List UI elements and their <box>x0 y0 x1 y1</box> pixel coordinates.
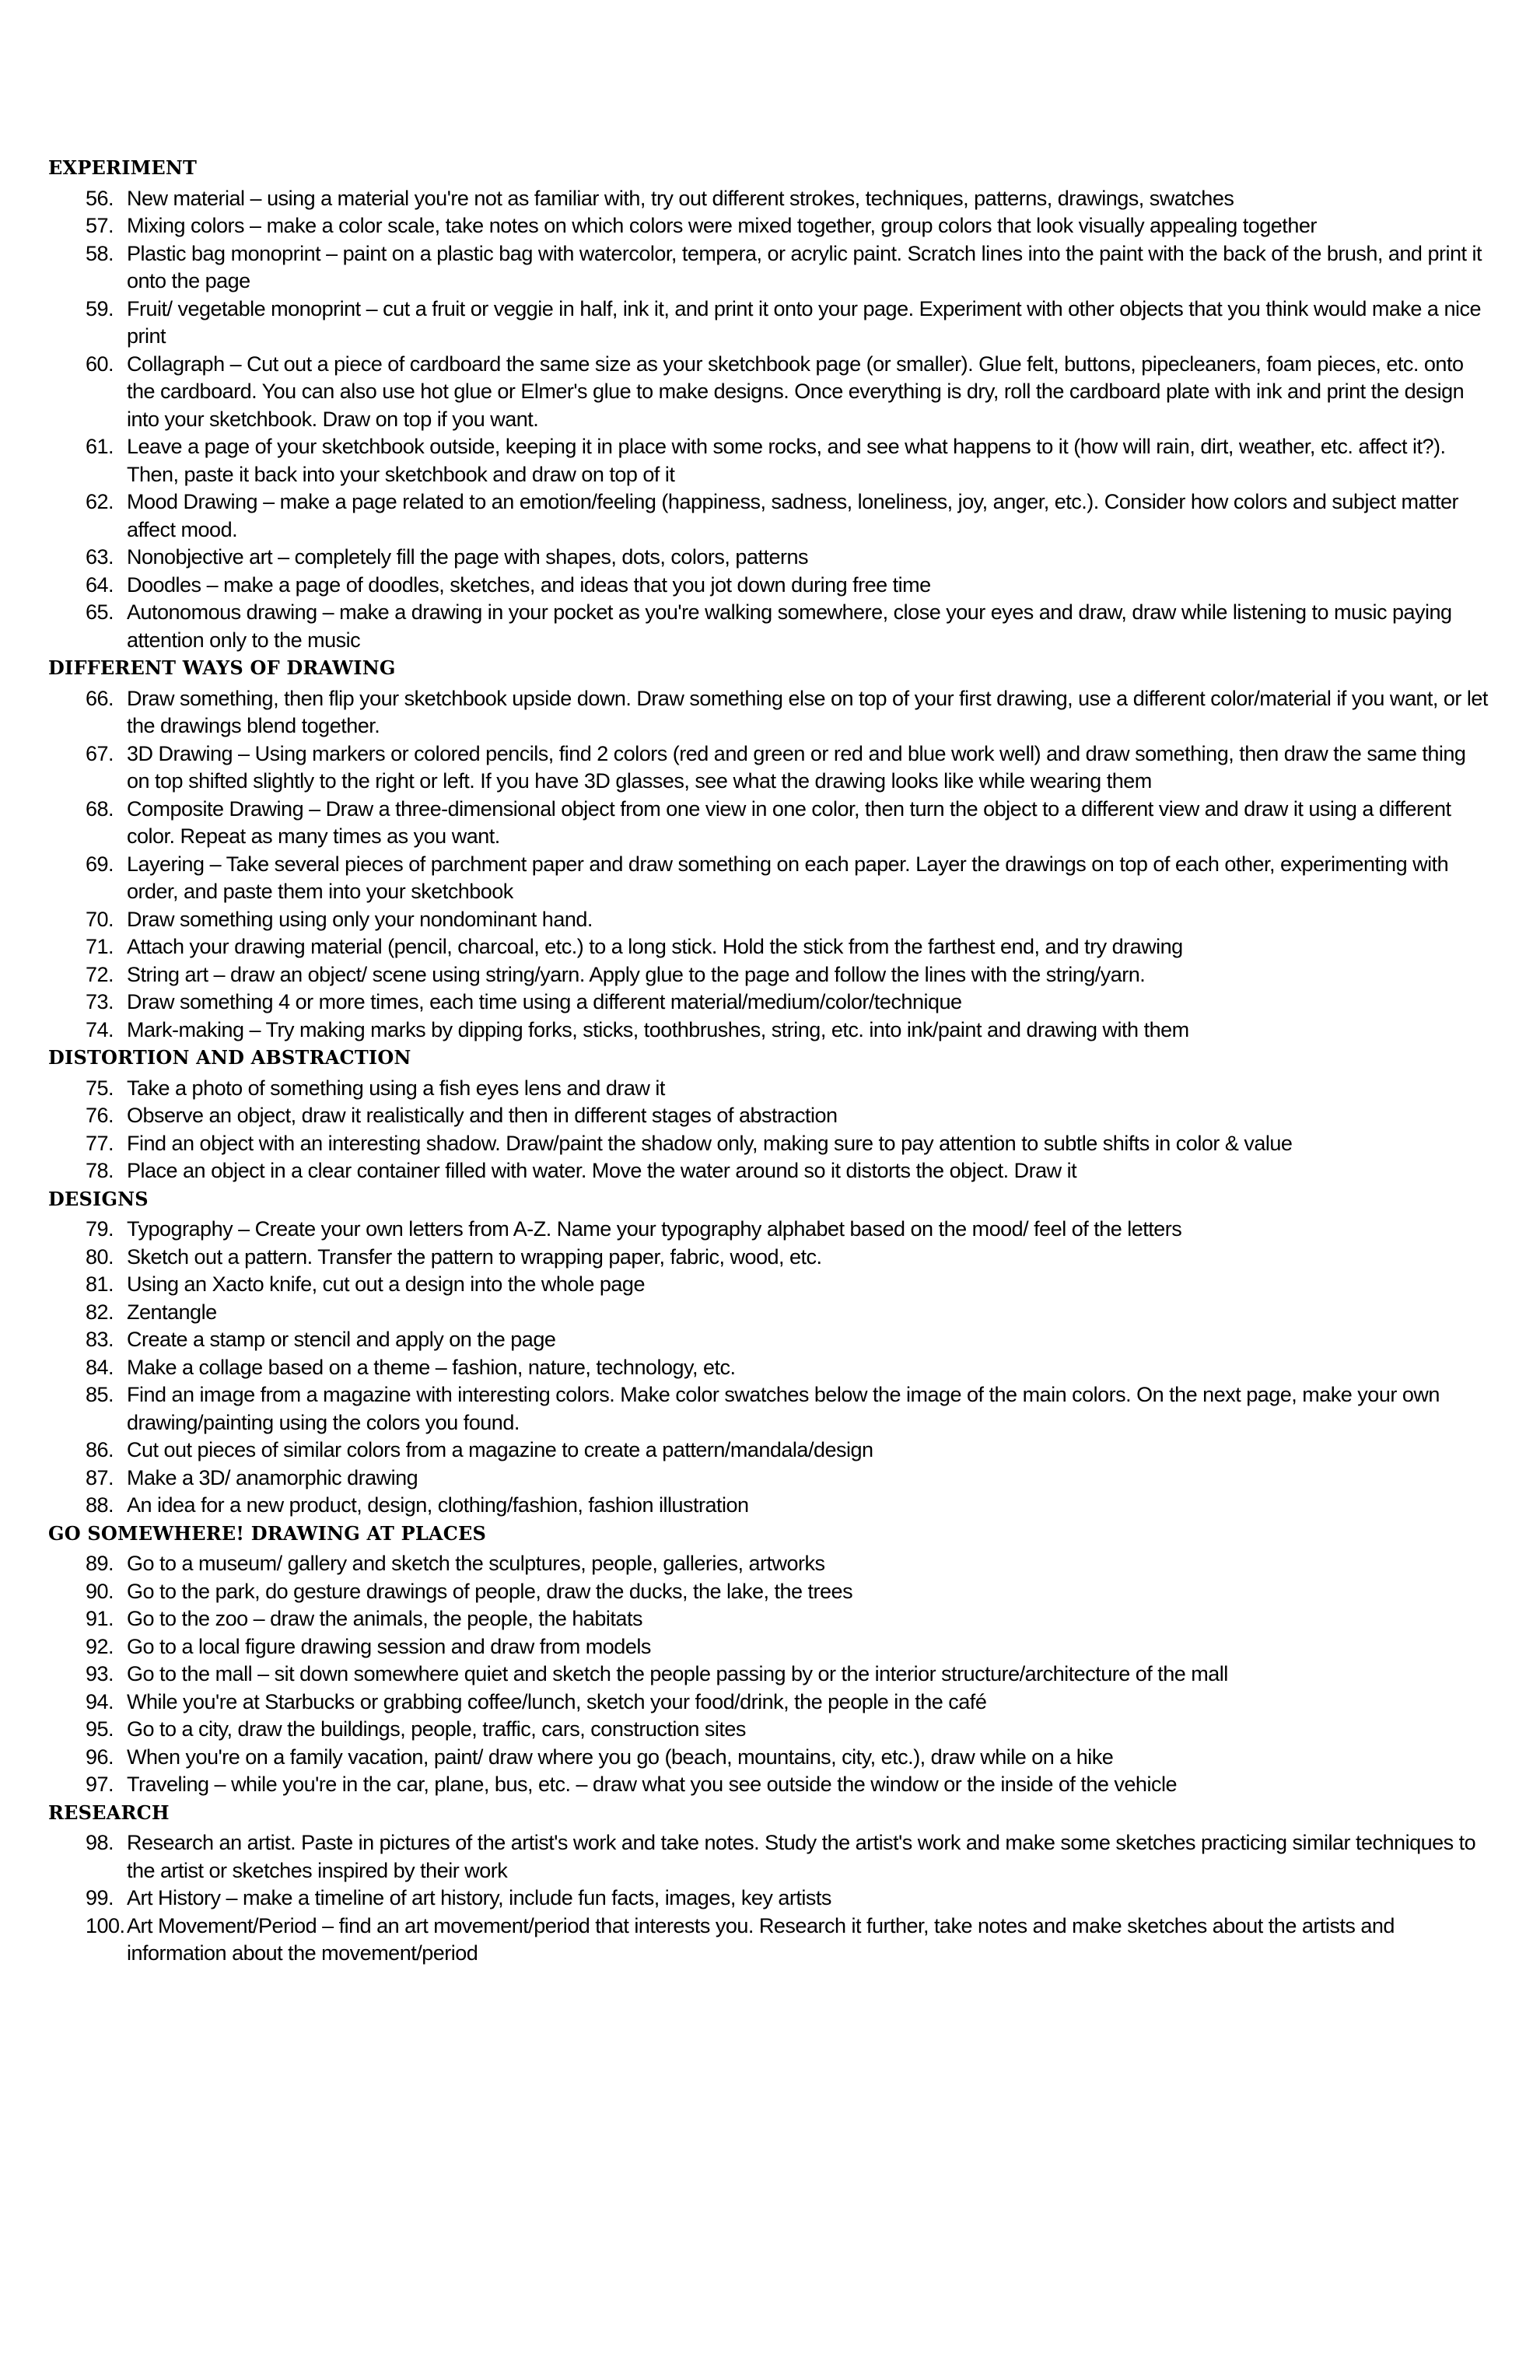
list-item <box>48 1633 1493 1661</box>
list-item <box>48 1326 1493 1354</box>
item-number: 62. <box>86 490 114 513</box>
item-number: 60. <box>86 352 114 376</box>
list-item <box>48 1465 1493 1493</box>
list-item <box>48 1578 1493 1606</box>
item-text: Using an Xacto knife, cut out a design into the whole page <box>127 1272 645 1296</box>
list-item <box>48 1017 1493 1045</box>
list-item <box>48 1771 1493 1799</box>
list-item <box>48 1829 1493 1885</box>
item-number: 83. <box>86 1328 114 1351</box>
list-item <box>48 1716 1493 1744</box>
list-item <box>48 796 1493 851</box>
item-number: 74. <box>86 1017 114 1041</box>
item-number: 72. <box>86 962 114 986</box>
list-item <box>48 1689 1493 1717</box>
list-item <box>48 185 1493 213</box>
list-item <box>48 851 1493 906</box>
item-number: 59. <box>86 296 114 320</box>
item-number: 96. <box>86 1745 114 1769</box>
item-text: New material – using a material you're not as familiar with, try out different strokes, techniques, patterns, drawings, swatches <box>127 186 1234 210</box>
item-text: Mark-making – Try making marks by dipping forks, sticks, toothbrushes, string, etc. into ink/paint and drawing with them <box>127 1017 1189 1041</box>
item-text: Find an object with an interesting shadow. Draw/paint the shadow only, making sure to pay attention to subtle shifts in color & value <box>127 1131 1293 1155</box>
item-text: Collagraph – Cut out a piece of cardboard the same size as your sketchbook page (or smaller). Glue felt, buttons, pipecleaners, foam pieces, etc. onto the cardboard. You can also use hot glue or Elmer's glue to make designs. Once everything is dry, roll the cardboard plate with ink and print the design into your sketchbook. Draw on top if you want. <box>127 352 1465 431</box>
item-number: 71. <box>86 935 114 958</box>
list-item <box>48 1075 1493 1103</box>
item-number: 95. <box>86 1717 114 1741</box>
item-number: 84. <box>86 1355 114 1379</box>
list-item <box>48 961 1493 989</box>
list-item <box>48 433 1493 488</box>
item-number: 80. <box>86 1244 114 1269</box>
item-text: Go to the mall – sit down somewhere quiet and sketch the people passing by or the interior structure/architecture of the mall <box>127 1662 1228 1685</box>
item-number: 65. <box>86 600 114 624</box>
list-item <box>48 1492 1493 1520</box>
list-item <box>48 488 1493 544</box>
list-item <box>48 1744 1493 1772</box>
item-text: Take a photo of something using a fish eyes lens and draw it <box>127 1076 665 1100</box>
item-text: Go to a local figure drawing session and draw from models <box>127 1634 651 1658</box>
list-item <box>48 240 1493 296</box>
section-heading: GO SOMEWHERE! DRAWING AT PLACES <box>48 1521 487 1545</box>
list-item <box>48 1244 1493 1272</box>
list-item <box>48 599 1493 654</box>
item-number: 88. <box>86 1493 114 1517</box>
section-heading: DIFFERENT WAYS OF DRAWING <box>48 656 396 679</box>
list-item <box>48 1661 1493 1689</box>
item-text: Mood Drawing – make a page related to an emotion/feeling (happiness, sadness, loneliness, joy, anger, etc.). Consider how colors and subject matter affect mood. <box>127 490 1458 541</box>
item-text: 3D Drawing – Using markers or colored pencils, find 2 colors (red and green or red and blue work well) and draw something, then draw the same thing on top shifted slightly to the right or left. If you have 3D glasses, see what the drawing looks like while wearing them <box>127 741 1466 793</box>
item-text: Art Movement/Period – find an art movement/period that interests you. Research it further, take notes and make sketches about the artists and information about the movement/period <box>127 1913 1395 1965</box>
list-item <box>48 212 1493 240</box>
item-text: Place an object in a clear container filled with water. Move the water around so it distorts the object. Draw it <box>127 1159 1077 1182</box>
item-number: 90. <box>86 1579 114 1603</box>
item-number: 69. <box>86 852 114 876</box>
list-item <box>48 1885 1493 1913</box>
item-text: Make a collage based on a theme – fashion, nature, technology, etc. <box>127 1355 736 1379</box>
item-number: 56. <box>86 186 114 210</box>
item-number: 76. <box>86 1104 114 1127</box>
item-text: Attach your drawing material (pencil, charcoal, etc.) to a long stick. Hold the stick from the farthest end, and try drawing <box>127 935 1183 958</box>
list-item <box>48 1381 1493 1437</box>
item-text: Research an artist. Paste in pictures of the artist's work and take notes. Study the artist's work and make some sketches practicing similar techniques to the artist or sketches inspired by their work <box>127 1831 1476 1882</box>
item-text: Composite Drawing – Draw a three-dimensional object from one view in one color, then turn the object to a different view and draw it using a different color. Repeat as many times as you want. <box>127 796 1451 848</box>
list-item <box>48 351 1493 434</box>
item-text: Typography – Create your own letters from A-Z. Name your typography alphabet based on the mood/ feel of the letters <box>127 1217 1182 1241</box>
item-text: Make a 3D/ anamorphic drawing <box>127 1465 418 1489</box>
item-number: 86. <box>86 1438 114 1461</box>
item-text: Zentangle <box>127 1300 217 1324</box>
section-heading: EXPERIMENT <box>48 156 198 179</box>
item-number: 57. <box>86 214 114 237</box>
item-text: Leave a page of your sketchbook outside, keeping it in place with some rocks, and see what happens to it (how will rain, dirt, weather, etc. affect it?). Then, paste it back into your sketchbook and draw on top of it <box>127 435 1446 486</box>
list-item <box>48 989 1493 1017</box>
item-number: 91. <box>86 1607 114 1630</box>
item-text: An idea for a new product, design, clothing/fashion, fashion illustration <box>127 1493 749 1517</box>
item-text: Layering – Take several pieces of parchment paper and draw something on each paper. Layer the drawings on top of each other, experimenting with order, and paste them into your sketchbook <box>127 852 1449 903</box>
item-text: Plastic bag monoprint – paint on a plastic bag with watercolor, tempera, or acrylic paint. Scratch lines into the paint with the back of the brush, and print it onto the page <box>127 241 1482 292</box>
item-number: 79. <box>86 1217 114 1241</box>
item-text: Create a stamp or stencil and apply on the page <box>127 1328 556 1351</box>
item-number: 85. <box>86 1383 114 1406</box>
item-number: 70. <box>86 907 114 931</box>
item-text: Go to a city, draw the buildings, people, traffic, cars, construction sites <box>127 1717 746 1741</box>
item-text: Fruit/ vegetable monoprint – cut a fruit or veggie in half, ink it, and print it onto your page. Experiment with other objects that you think would make a nice print <box>127 296 1481 348</box>
list-item <box>48 572 1493 600</box>
item-number: 82. <box>86 1300 114 1324</box>
item-number: 67. <box>86 741 114 765</box>
list-item <box>48 740 1493 796</box>
item-text: Autonomous drawing – make a drawing in your pocket as you're walking somewhere, close your eyes and draw, draw while listening to music paying attention only to the music <box>127 600 1452 652</box>
item-number: 94. <box>86 1689 114 1713</box>
item-number: 99. <box>86 1886 114 1909</box>
item-number: 97. <box>86 1773 114 1796</box>
item-number: 68. <box>86 796 114 821</box>
item-text: Observe an object, draw it realistically and then in different stages of abstraction <box>127 1104 838 1127</box>
item-text: While you're at Starbucks or grabbing coffee/lunch, sketch your food/drink, the people in the café <box>127 1689 987 1713</box>
item-number: 92. <box>86 1634 114 1658</box>
list-item <box>48 1354 1493 1382</box>
item-text: When you're on a family vacation, paint/ draw where you go (beach, mountains, city, etc.), draw while on a hike <box>127 1745 1114 1769</box>
item-text: Go to the zoo – draw the animals, the people, the habitats <box>127 1607 642 1630</box>
item-text: Cut out pieces of similar colors from a magazine to create a pattern/mandala/design <box>127 1438 873 1461</box>
list-item <box>48 1299 1493 1327</box>
list-item <box>48 1130 1493 1158</box>
item-text: Draw something 4 or more times, each time using a different material/medium/color/technique <box>127 990 962 1013</box>
list-item <box>48 685 1493 740</box>
item-text: Go to a museum/ gallery and sketch the sculptures, people, galleries, artworks <box>127 1552 825 1575</box>
list-item <box>48 1437 1493 1465</box>
item-number: 93. <box>86 1662 114 1685</box>
item-text: Find an image from a magazine with interesting colors. Make color swatches below the image of the main colors. On the next page, make your own drawing/painting using the colors you found. <box>127 1383 1440 1434</box>
list-item <box>48 1216 1493 1244</box>
list-item <box>48 1550 1493 1578</box>
list-item <box>48 1102 1493 1130</box>
list-item <box>48 1913 1493 1968</box>
list-item <box>48 1605 1493 1633</box>
list-item <box>48 296 1493 351</box>
item-text: Mixing colors – make a color scale, take notes on which colors were mixed together, group colors that look visually appealing together <box>127 214 1317 237</box>
list-item <box>48 906 1493 934</box>
item-number: 81. <box>86 1272 114 1296</box>
list-item <box>48 933 1493 961</box>
item-number: 73. <box>86 990 114 1013</box>
list-item <box>48 1157 1493 1185</box>
item-number: 64. <box>86 572 114 597</box>
item-text: Doodles – make a page of doodles, sketches, and ideas that you jot down during free time <box>127 572 931 597</box>
item-text: Nonobjective art – completely fill the page with shapes, dots, colors, patterns <box>127 545 808 569</box>
item-number: 100. <box>86 1913 125 1937</box>
item-number: 77. <box>86 1131 114 1155</box>
item-text: Sketch out a pattern. Transfer the pattern to wrapping paper, fabric, wood, etc. <box>127 1244 822 1269</box>
section-heading: DESIGNS <box>48 1187 149 1210</box>
section-heading: RESEARCH <box>48 1801 170 1824</box>
item-number: 63. <box>86 545 114 569</box>
item-number: 89. <box>86 1552 114 1575</box>
item-number: 75. <box>86 1076 114 1100</box>
item-text: Traveling – while you're in the car, plane, bus, etc. – draw what you see outside the window or the inside of the vehicle <box>127 1773 1177 1796</box>
item-number: 58. <box>86 241 114 265</box>
item-text: Go to the park, do gesture drawings of people, draw the ducks, the lake, the trees <box>127 1579 853 1603</box>
list-item <box>48 544 1493 572</box>
item-number: 61. <box>86 435 114 458</box>
item-number: 98. <box>86 1831 114 1854</box>
item-number: 78. <box>86 1159 114 1182</box>
item-number: 66. <box>86 686 114 710</box>
item-text: Draw something, then flip your sketchbook upside down. Draw something else on top of your first drawing, use a different color/material if you want, or let the drawings blend together. <box>127 686 1488 737</box>
item-text: String art – draw an object/ scene using string/yarn. Apply glue to the page and follow the lines with the string/yarn. <box>127 962 1146 986</box>
item-number: 87. <box>86 1465 114 1489</box>
item-text: Art History – make a timeline of art history, include fun facts, images, key artists <box>127 1886 831 1909</box>
list-item <box>48 1271 1493 1299</box>
item-text: Draw something using only your nondominant hand. <box>127 907 593 931</box>
section-heading: DISTORTION AND ABSTRACTION <box>48 1046 411 1069</box>
